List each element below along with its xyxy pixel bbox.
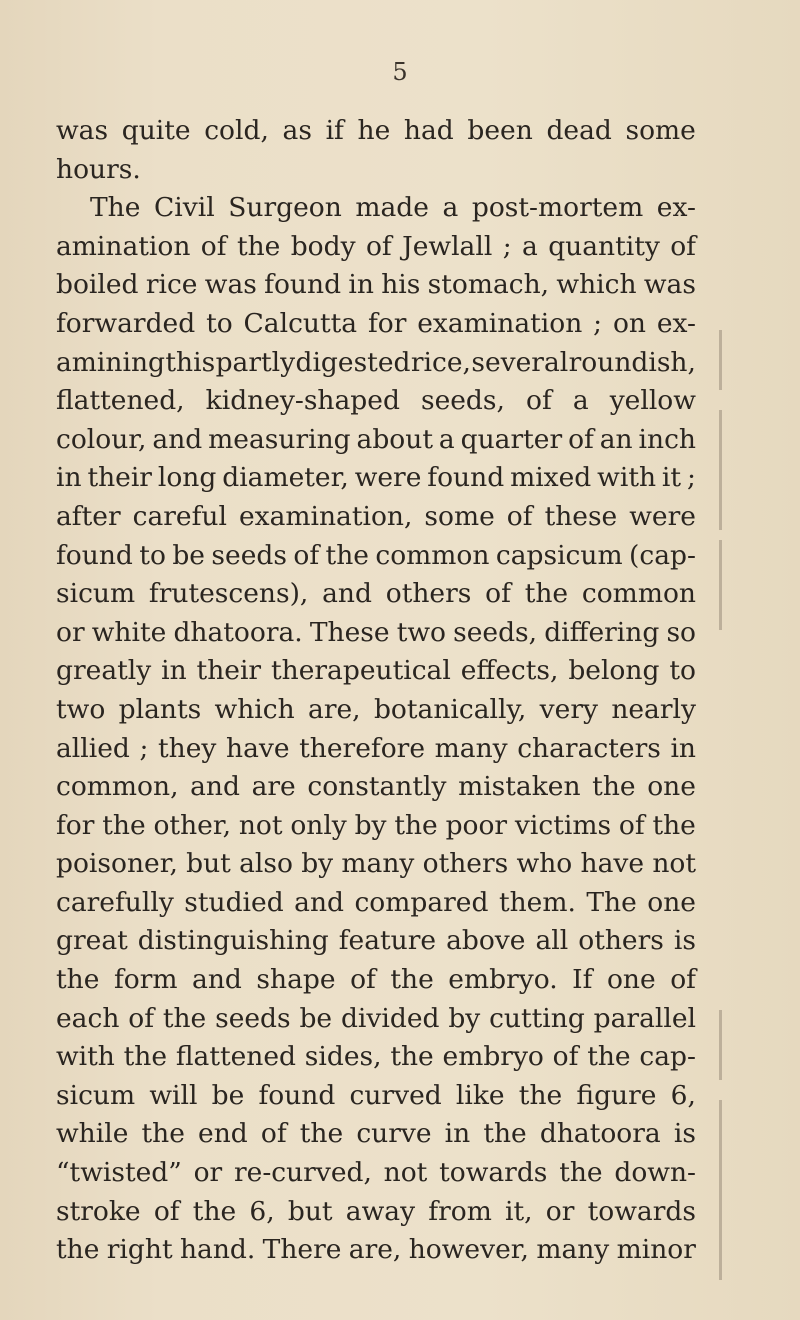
word: If: [572, 964, 593, 996]
word: of: [365, 230, 392, 262]
word: frutescens),: [148, 578, 309, 610]
word: to: [669, 655, 696, 687]
word: the: [587, 1041, 631, 1073]
word: shape: [256, 964, 336, 996]
word: post-mortem: [471, 192, 644, 224]
text-line: [56, 421, 696, 460]
word: minor: [616, 1234, 696, 1266]
word: the: [652, 809, 696, 841]
word: of: [670, 964, 696, 996]
word: allied: [56, 732, 130, 764]
word: been: [467, 115, 533, 146]
word: so: [666, 616, 696, 648]
word: seeds,: [420, 385, 505, 417]
text-line: [56, 189, 696, 228]
text-line: [56, 305, 696, 344]
word: ;: [593, 307, 603, 339]
word: and: [322, 578, 372, 610]
word: each: [56, 1002, 120, 1034]
margin-mark: [719, 1100, 722, 1280]
word: in: [161, 655, 187, 687]
word: of: [568, 423, 594, 455]
word: others: [385, 578, 472, 610]
word: seeds: [211, 539, 287, 571]
word: of: [350, 964, 376, 996]
word: away: [345, 1195, 416, 1227]
word: of: [525, 385, 552, 417]
word: one: [647, 886, 696, 918]
text-line: [56, 730, 696, 769]
word: they: [158, 732, 217, 764]
word: common: [581, 578, 696, 610]
text-line: [56, 151, 696, 190]
word: cutting: [489, 1002, 585, 1034]
word: are: [251, 771, 296, 803]
word: others: [422, 848, 509, 880]
word: many: [536, 1234, 610, 1266]
word: the: [559, 1157, 603, 1189]
word: was: [56, 115, 109, 146]
word: belong: [568, 655, 660, 687]
word: have: [580, 848, 645, 880]
word: which: [556, 269, 637, 301]
word: the: [192, 1195, 237, 1227]
text-line: [56, 1077, 696, 1116]
word: long: [157, 462, 217, 494]
word: of: [618, 809, 645, 841]
word: the: [390, 964, 434, 996]
word: figure: [576, 1079, 657, 1111]
word: careful: [132, 500, 227, 532]
word: several: [471, 346, 569, 378]
text-line: [56, 1193, 696, 1232]
text-line: [56, 768, 696, 807]
word: of: [200, 230, 227, 262]
page-number: 5: [392, 58, 408, 86]
word: embryo.: [448, 964, 558, 996]
word: amination: [56, 230, 191, 262]
word: but: [287, 1195, 333, 1227]
text-line: [56, 614, 696, 653]
text-line: [56, 498, 696, 537]
word: but: [186, 848, 231, 880]
word: curved: [349, 1079, 442, 1111]
word: about: [356, 423, 433, 455]
word: effects,: [460, 655, 559, 687]
word: the: [592, 771, 636, 803]
word: distinguishing: [137, 925, 329, 957]
word: hours.: [56, 153, 141, 185]
word: sicum: [56, 1079, 136, 1111]
word: is: [673, 1118, 696, 1150]
word: it: [661, 462, 682, 494]
text-line: [56, 1231, 696, 1270]
body-text: [56, 112, 696, 1270]
text-line: [56, 537, 696, 576]
word: the: [325, 539, 369, 571]
word: will: [149, 1079, 198, 1111]
word: forwarded: [56, 307, 196, 339]
word: them.: [498, 886, 576, 918]
word: these: [544, 500, 618, 532]
text-line: [56, 1154, 696, 1193]
word: colour,: [56, 423, 147, 455]
text-line: [56, 1038, 696, 1077]
word: this: [165, 346, 216, 378]
word: plants: [118, 693, 202, 725]
word: found: [258, 1079, 336, 1111]
word: inch: [638, 423, 696, 455]
word: who: [516, 848, 573, 880]
word: great: [56, 925, 128, 957]
word: in: [56, 462, 82, 494]
word: therapeutical: [270, 655, 451, 687]
word: for: [367, 307, 407, 339]
word: the: [518, 1079, 563, 1111]
word: the: [162, 1002, 207, 1034]
word: on: [612, 307, 646, 339]
word: white: [91, 616, 167, 648]
word: were: [629, 500, 696, 532]
text-line: [56, 382, 696, 421]
text-line: [56, 575, 696, 614]
word: curve: [356, 1118, 432, 1150]
word: if: [325, 115, 344, 146]
word: Civil: [154, 192, 215, 224]
word: as: [282, 115, 312, 146]
word: and: [192, 964, 242, 996]
word: above: [446, 925, 526, 957]
word: The: [586, 886, 637, 918]
word: many: [434, 732, 508, 764]
word: also: [239, 848, 293, 880]
word: the: [141, 1118, 185, 1150]
margin-mark: [719, 410, 722, 530]
word: therefore: [299, 732, 426, 764]
word: like: [455, 1079, 505, 1111]
word: feature: [338, 925, 437, 957]
word: the: [56, 1234, 100, 1266]
word: be: [172, 539, 205, 571]
word: and: [152, 423, 203, 455]
word: while: [56, 1118, 129, 1150]
word: re-curved,: [233, 1157, 372, 1189]
word: had: [403, 115, 454, 146]
word: or: [545, 1195, 575, 1227]
word: towards: [587, 1195, 696, 1227]
text-line: [56, 845, 696, 884]
word: ex-: [656, 307, 696, 339]
word: be: [211, 1079, 245, 1111]
word: dhatoora: [539, 1118, 661, 1150]
word: boiled: [56, 269, 139, 301]
word: after: [56, 500, 121, 532]
word: some: [424, 500, 495, 532]
word: which: [214, 693, 295, 725]
word: was: [643, 269, 696, 301]
word: hand.: [179, 1234, 256, 1266]
text-line: [56, 807, 696, 846]
word: partly: [215, 346, 296, 378]
word: The: [90, 192, 141, 224]
word: two: [56, 693, 106, 725]
word: the: [123, 1041, 168, 1073]
word: of: [506, 500, 533, 532]
word: in: [670, 732, 696, 764]
word: or: [193, 1157, 223, 1189]
word: stomach,: [427, 269, 550, 301]
word: sicum: [56, 578, 136, 610]
text-line: [56, 344, 696, 383]
word: down-: [614, 1157, 696, 1189]
word: examination,: [238, 500, 413, 532]
word: yellow: [609, 385, 696, 417]
word: of: [552, 1041, 579, 1073]
word: from: [428, 1195, 492, 1227]
word: he: [357, 115, 391, 146]
text-line: [56, 266, 696, 305]
word: victims: [514, 809, 612, 841]
word: digested: [295, 346, 411, 378]
word: quite: [121, 115, 191, 146]
word: rice: [145, 269, 198, 301]
text-line: [56, 459, 696, 498]
word: the: [236, 230, 281, 262]
word: (cap-: [629, 539, 696, 571]
word: quarter: [460, 423, 563, 455]
word: ;: [502, 230, 512, 262]
word: capsicum: [495, 539, 623, 571]
word: and: [294, 886, 344, 918]
word: or: [56, 616, 85, 648]
word: by: [354, 809, 387, 841]
word: not: [238, 809, 283, 841]
word: poisoner,: [56, 848, 178, 880]
word: nearly: [611, 693, 696, 725]
word: seeds: [215, 1002, 291, 1034]
word: not: [383, 1157, 428, 1189]
word: however,: [408, 1234, 529, 1266]
word: two: [396, 616, 446, 648]
word: roundish,: [568, 346, 696, 378]
margin-mark: [719, 330, 722, 390]
word: the: [390, 1041, 434, 1073]
text-line: [56, 961, 696, 1000]
word: be: [299, 1002, 333, 1034]
word: are,: [348, 1234, 402, 1266]
word: is: [673, 925, 696, 957]
word: compared: [354, 886, 489, 918]
word: sides,: [304, 1041, 382, 1073]
word: quantity: [548, 230, 660, 262]
word: only: [290, 809, 347, 841]
word: very: [539, 693, 598, 725]
text-line: [56, 1000, 696, 1039]
word: form: [113, 964, 178, 996]
word: to: [139, 539, 166, 571]
word: parallel: [593, 1002, 696, 1034]
word: with: [56, 1041, 115, 1073]
word: cold,: [204, 115, 269, 146]
word: Jewlall: [402, 230, 493, 262]
text-line: [56, 884, 696, 923]
word: a: [522, 230, 538, 262]
word: some: [625, 115, 696, 146]
word: Calcutta: [243, 307, 358, 339]
word: a: [438, 423, 455, 455]
word: of: [128, 1002, 154, 1034]
word: of: [485, 578, 511, 610]
word: many: [341, 848, 415, 880]
word: body: [290, 230, 356, 262]
word: right: [106, 1234, 173, 1266]
word: Surgeon: [228, 192, 342, 224]
word: the: [56, 964, 100, 996]
word: flattened,: [56, 385, 185, 417]
word: the: [299, 1118, 344, 1150]
word: examination: [417, 307, 583, 339]
text-line: [56, 922, 696, 961]
word: are,: [308, 693, 361, 725]
word: 6,: [249, 1195, 275, 1227]
word: the: [102, 809, 146, 841]
word: and: [190, 771, 240, 803]
word: towards: [439, 1157, 548, 1189]
word: characters: [517, 732, 661, 764]
word: ex-: [656, 192, 696, 224]
word: studied: [184, 886, 284, 918]
word: 6,: [670, 1079, 696, 1111]
word: the: [524, 578, 569, 610]
word: botanically,: [373, 693, 527, 725]
word: stroke: [56, 1195, 141, 1227]
word: not: [652, 848, 696, 880]
word: one: [647, 771, 696, 803]
word: to: [206, 307, 233, 339]
word: their: [87, 462, 152, 494]
word: of: [260, 1118, 287, 1150]
word: flattened: [175, 1041, 297, 1073]
word: in: [444, 1118, 471, 1150]
text-line: [56, 691, 696, 730]
word: have: [226, 732, 290, 764]
word: carefully: [56, 886, 174, 918]
word: found: [56, 539, 133, 571]
text-line: [56, 1115, 696, 1154]
word: his: [381, 269, 421, 301]
word: diameter,: [222, 462, 349, 494]
word: end: [198, 1118, 248, 1150]
word: poor: [445, 809, 508, 841]
word: other,: [153, 809, 232, 841]
word: one: [606, 964, 656, 996]
word: others: [578, 925, 664, 957]
word: “twisted”: [56, 1157, 182, 1189]
word: for: [56, 809, 95, 841]
word: differing: [544, 616, 660, 648]
word: dead: [546, 115, 612, 146]
word: ;: [686, 462, 696, 494]
word: divided: [340, 1002, 440, 1034]
word: with: [597, 462, 657, 494]
word: in: [348, 269, 374, 301]
word: seeds,: [453, 616, 538, 648]
word: greatly: [56, 655, 152, 687]
word: was: [204, 269, 257, 301]
word: their: [196, 655, 262, 687]
word: by: [301, 848, 334, 880]
word: cap-: [639, 1041, 696, 1073]
word: common,: [56, 771, 179, 803]
text-line: [56, 652, 696, 691]
word: constantly: [307, 771, 447, 803]
word: amining: [56, 346, 165, 378]
word: a: [442, 192, 459, 224]
word: mixed: [510, 462, 592, 494]
word: found: [427, 462, 505, 494]
word: an: [599, 423, 633, 455]
word: ;: [139, 732, 149, 764]
word: common: [375, 539, 490, 571]
word: the: [483, 1118, 527, 1150]
word: There: [262, 1234, 342, 1266]
word: of: [670, 230, 696, 262]
margin-mark: [719, 1010, 722, 1080]
word: measuring: [208, 423, 351, 455]
word: kidney-shaped: [205, 385, 400, 417]
word: the: [394, 809, 438, 841]
word: were: [354, 462, 422, 494]
word: it,: [505, 1195, 533, 1227]
text-line: [56, 228, 696, 267]
word: mistaken: [458, 771, 581, 803]
word: made: [355, 192, 429, 224]
word: a: [572, 385, 589, 417]
text-line: [56, 112, 696, 151]
word: by: [448, 1002, 481, 1034]
word: of: [153, 1195, 180, 1227]
word: rice,: [410, 346, 471, 378]
word: of: [293, 539, 320, 571]
word: dhatoora.: [173, 616, 303, 648]
margin-mark: [719, 540, 722, 630]
word: These: [309, 616, 390, 648]
word: embryo: [442, 1041, 544, 1073]
word: found: [264, 269, 342, 301]
word: all: [535, 925, 569, 957]
